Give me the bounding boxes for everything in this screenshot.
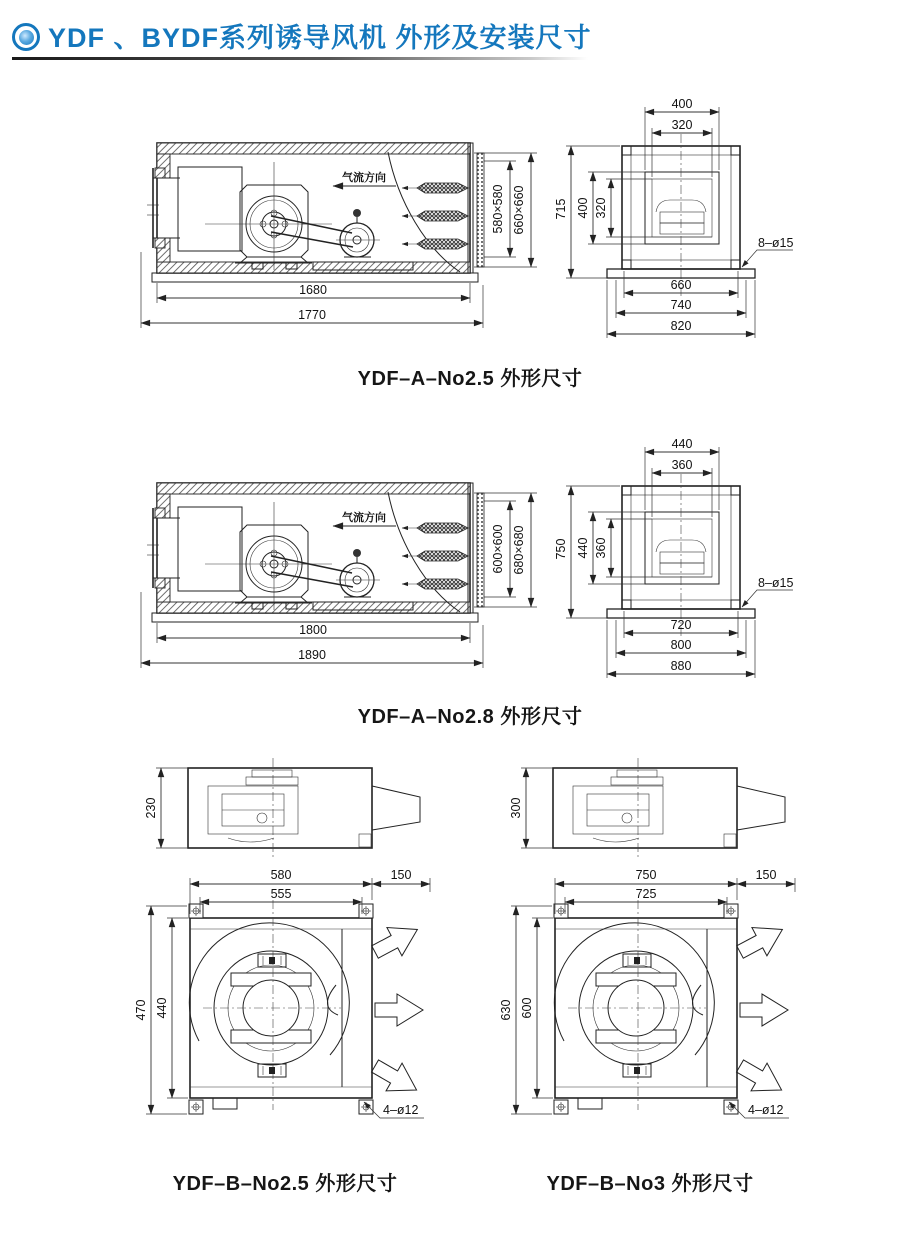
dim-label: 580×580 <box>491 184 505 234</box>
holes-label: 8–ø15 <box>758 576 794 590</box>
airflow-label: 气流方向 <box>342 172 386 184</box>
dim-label: 360 <box>594 537 608 559</box>
dim-label: 725 <box>635 887 657 901</box>
dim-label: 750 <box>554 538 568 560</box>
dim-label: 400 <box>671 97 693 111</box>
dim-label: 400 <box>576 197 590 219</box>
dim-label: 880 <box>670 659 692 673</box>
dim-label: 1890 <box>298 648 326 662</box>
dim-label: 320 <box>594 197 608 219</box>
dim-label: 440 <box>155 997 169 1019</box>
figure-caption: YDF–A–No2.8 外形尺寸 <box>357 706 583 728</box>
dim-label: 680×680 <box>512 525 526 575</box>
dim-label: 600 <box>520 997 534 1019</box>
figure-caption: YDF–B–No2.5 外形尺寸 <box>172 1173 398 1195</box>
holes-label: 8–ø15 <box>758 236 794 250</box>
airflow-label: 气流方向 <box>342 512 386 524</box>
holes-label: 4–ø12 <box>383 1103 419 1117</box>
dim-label: 555 <box>270 887 292 901</box>
dim-label: 360 <box>671 458 693 472</box>
dim-label: 660×660 <box>512 185 526 235</box>
bullet-icon <box>12 23 40 51</box>
dim-label: 230 <box>144 797 158 819</box>
dim-label: 750 <box>635 868 657 882</box>
dim-label: 470 <box>134 999 148 1021</box>
figure-ydf-b-no25 <box>115 745 455 1145</box>
figure-ydf-b-no3 <box>480 745 820 1145</box>
page-title: YDF 、BYDF系列诱导风机 外形及安装尺寸 <box>48 23 592 53</box>
dim-label: 1770 <box>298 308 326 322</box>
dim-label: 800 <box>670 638 692 652</box>
dim-label: 630 <box>499 999 513 1021</box>
title-underline <box>12 57 588 60</box>
figure-ydf-a-no25 <box>130 85 810 360</box>
figure-caption: YDF–A–No2.5 外形尺寸 <box>357 368 583 390</box>
dim-label: 320 <box>671 118 693 132</box>
dim-label: 715 <box>554 198 568 220</box>
dim-label: 720 <box>670 618 692 632</box>
dim-label: 580 <box>270 868 292 882</box>
figure-ydf-a-no28 <box>130 425 810 687</box>
dim-label: 660 <box>670 278 692 292</box>
dim-label: 740 <box>670 298 692 312</box>
figure-caption: YDF–B–No3 外形尺寸 <box>546 1173 754 1195</box>
dim-label: 1680 <box>299 283 327 297</box>
dim-label: 300 <box>509 797 523 819</box>
dim-label: 440 <box>671 437 693 451</box>
dim-label: 1800 <box>299 623 327 637</box>
dim-label: 600×600 <box>491 524 505 574</box>
dim-label: 150 <box>390 868 412 882</box>
dim-label: 440 <box>576 537 590 559</box>
dim-label: 820 <box>670 319 692 333</box>
holes-label: 4–ø12 <box>748 1103 784 1117</box>
dim-label: 150 <box>755 868 777 882</box>
